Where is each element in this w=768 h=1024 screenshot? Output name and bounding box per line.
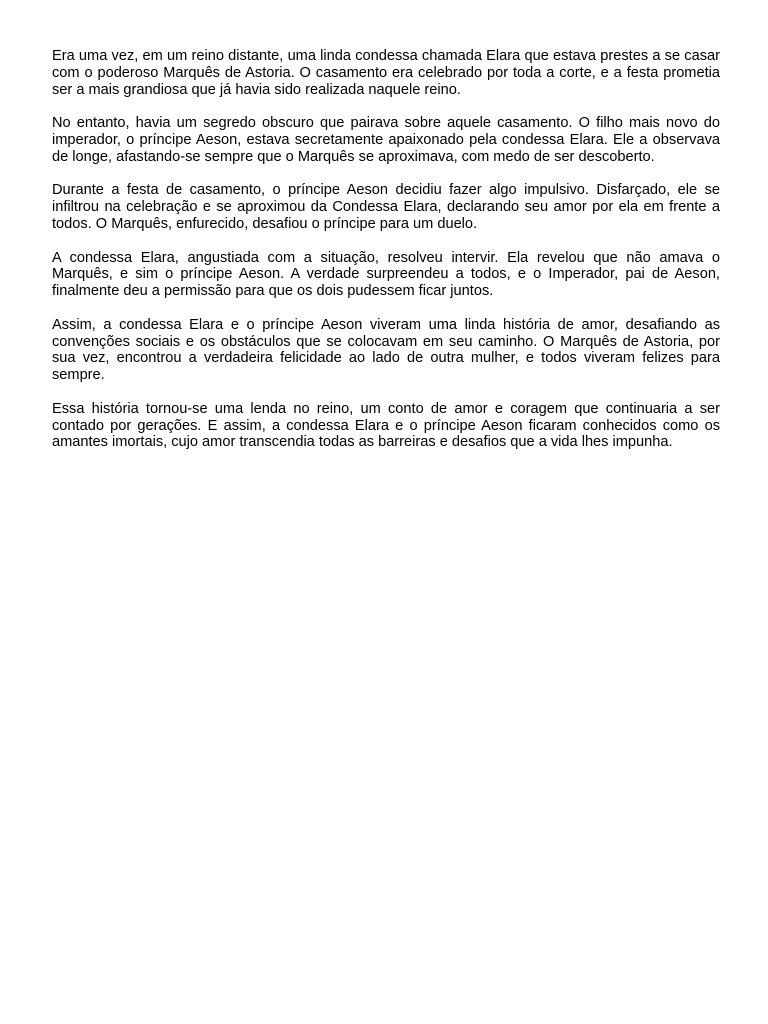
paragraph-4: A condessa Elara, angustiada com a situação, resolveu intervir. Ela revelou que não amava o Marquês, e sim o príncipe Aeson. A verdade surpreendeu a todos, e o Imperador, pai de Aeson, finalmente deu a permissão para que os dois pudessem ficar juntos. [52, 249, 720, 300]
paragraph-2: No entanto, havia um segredo obscuro que pairava sobre aquele casamento. O filho mais novo do imperador, o príncipe Aeson, estava secretamente apaixonado pela condessa Elara. Ele a observava de longe, afastando-se sempre que o Marquês se aproximava, com medo de ser descoberto. [52, 115, 720, 165]
paragraph-6: Essa história tornou-se uma lenda no reino, um conto de amor e coragem que continuaria a ser contado por gerações. E assim, a condessa Elara e o príncipe Aeson ficaram conhecidos como os amantes imortais, cujo amor transcendia todas as barreiras e desafios que a vida lhes impunha. [52, 400, 720, 451]
paragraph-3: Durante a festa de casamento, o príncipe Aeson decidiu fazer algo impulsivo. Disfarçado, ele se infiltrou na celebração e se aproximou da Condessa Elara, declarando seu amor por ela em frente a todos. O Marquês, enfurecido, desafiou o príncipe para um duelo. [52, 182, 720, 232]
paragraph-5: Assim, a condessa Elara e o príncipe Aeson viveram uma linda história de amor, desafiando as convenções sociais e os obstáculos que se colocavam em seu caminho. O Marquês de Astoria, por sua vez, encontrou a verdadeira felicidade ao lado de outra mulher, e todos viveram felizes para sempre. [52, 316, 720, 384]
paragraph-1: Era uma vez, em um reino distante, uma linda condessa chamada Elara que estava prestes a se casar com o poderoso Marquês de Astoria. O casamento era celebrado por toda a corte, e a festa prometia ser a mais grandiosa que já havia sido realizada naquele reino. [52, 48, 720, 98]
document-page [52, 48, 720, 468]
